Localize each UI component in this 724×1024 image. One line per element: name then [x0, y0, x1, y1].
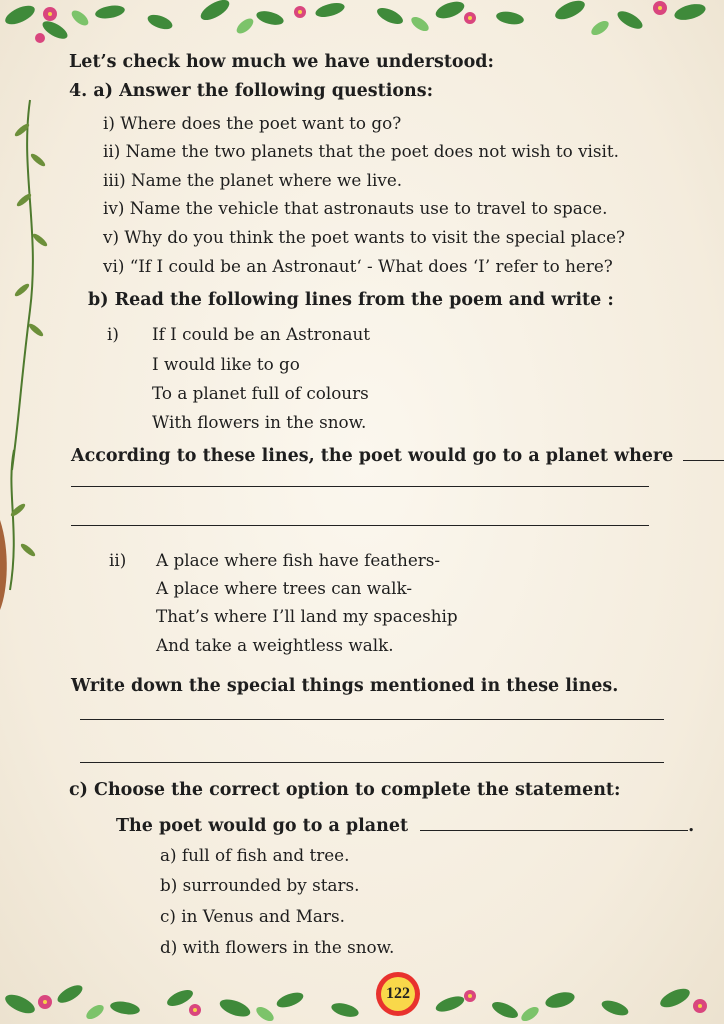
answer-line-4[interactable] — [80, 762, 664, 763]
option-d[interactable]: d) with flowers in the snow. — [160, 937, 395, 957]
stanza-1-line-1: If I could be an Astronaut — [152, 324, 371, 344]
statement-blank[interactable] — [420, 830, 688, 831]
statement: The poet would go to a planet . — [116, 816, 695, 836]
section-a-title: 4. a) Answer the following questions: — [69, 81, 434, 101]
stanza-2-line-1: A place where fish have feathers- — [156, 550, 441, 570]
answer-line-1[interactable] — [71, 486, 649, 487]
answer-line-3[interactable] — [80, 719, 664, 720]
stanza-2-number: ii) — [109, 550, 127, 570]
stanza-2-line-2: A place where trees can walk- — [156, 578, 413, 598]
section-b-title: b) Read the following lines from the poem and write : — [88, 290, 614, 310]
page-heading: Let’s check how much we have understood: — [69, 52, 494, 72]
question-4: iv) Name the vehicle that astronauts use to travel to space. — [103, 198, 608, 218]
stanza-1-line-2: I would like to go — [152, 354, 300, 374]
option-a[interactable]: a) full of fish and tree. — [160, 845, 350, 865]
option-b[interactable]: b) surrounded by stars. — [160, 875, 360, 895]
page-number: 122 — [381, 977, 415, 1011]
stanza-2-line-4: And take a weightless walk. — [156, 635, 394, 655]
prompt-1: According to these lines, the poet would go to a planet where — [71, 448, 724, 466]
stanza-1-line-4: With flowers in the snow. — [152, 412, 367, 432]
question-2: ii) Name the two planets that the poet does not wish to visit. — [103, 141, 619, 161]
answer-blank-inline[interactable] — [683, 460, 724, 461]
section-c-title: c) Choose the correct option to complete the statement: — [69, 780, 621, 800]
stanza-1-number: i) — [107, 324, 119, 344]
bottom-floral-border — [0, 972, 724, 1024]
stanza-1-line-3: To a planet full of colours — [152, 383, 369, 403]
page-number-badge — [376, 972, 420, 1016]
question-5: v) Why do you think the poet wants to visit the special place? — [103, 227, 626, 247]
option-c[interactable]: c) in Venus and Mars. — [160, 906, 345, 926]
question-6: vi) “If I could be an Astronaut‘ - What does ‘I’ refer to here? — [103, 256, 613, 276]
question-1: i) Where does the poet want to go? — [103, 113, 402, 133]
top-floral-border — [0, 0, 724, 60]
prompt-2: Write down the special things mentioned in these lines. — [71, 676, 619, 696]
question-3: iii) Name the planet where we live. — [103, 170, 403, 190]
answer-line-2[interactable] — [71, 525, 649, 526]
stanza-2-line-3: That’s where I’ll land my spaceship — [156, 606, 458, 626]
vine-decoration — [0, 90, 64, 610]
